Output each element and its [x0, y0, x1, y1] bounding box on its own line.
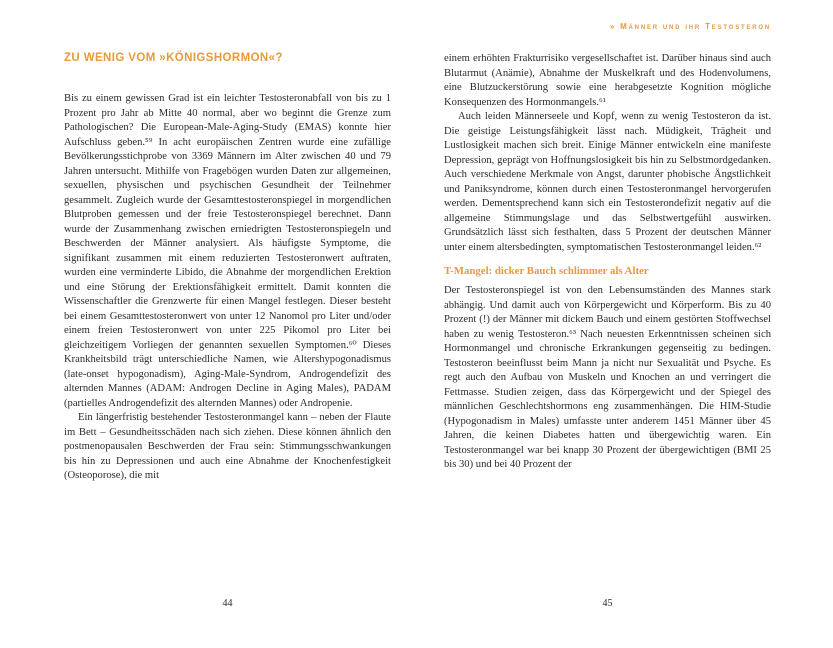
body-paragraph: Ein längerfristig bestehender Testosteronmangel kann – neben der Flaute im Bett – Gesundheitsschäden nach sich ziehen. Diese können ähnlich den postmenopausalen Beschwerden der Frau sein: Stimmungsschwankungen bis hin zu Depressionen und auch eine Abnahme der Knochenfestigkeit (Osteoporose), die mit — [64, 412, 391, 481]
body-paragraph: Auch leiden Männerseele und Kopf, wenn zu wenig Testosteron da ist. Die geistige Leistungsfähigkeit lässt nach. Müdigkeit, Trägheit und Lustlosigkeit machen sich breit. Einige Männer entwickeln eine manifeste Depression, geprägt von Hoffnungslosigkeit bis hin zu Selbstmordgedanken. Auch verschiedene Merkmale von Angst, darunter phobische Ängstlichkeit und Paniksyndrome, können durch einen Testosteronmangel hervorgerufen werden. Dementsprechend kann sich ein Testosterondefizit negativ auf die allgemeine Stimmungslage und das Selbstwertgefühl auswirken. Grundsätzlich lässt sich festhalten, dass 5 Prozent der deutschen Männer unter einem altersbedingten, symptomatischen Testosteronmangel leiden.⁶² — [444, 111, 771, 253]
running-header: » Männer und ihr Testosteron — [609, 22, 771, 31]
page-left — [64, 52, 391, 627]
section-heading: ZU WENIG VOM »KÖNIGSHORMON«? — [64, 52, 283, 64]
page-number-right: 45 — [602, 598, 613, 609]
body-paragraph: Der Testosteronspiegel ist von den Lebensumständen des Mannes stark abhängig. Und damit auch von Körpergewicht und Körperform. Bis zu 40 Prozent (!) der Männer mit dickem Bauch und einem gestörten Stoffwechsel haben zu wenig Testosteron.⁶³ Nach neuesten Erkenntnissen scheinen sich Hormonmangel und chronische Erkrankungen gegenseitig zu bedingen. Testosteron beeinflusst beim Mann ja nicht nur Sexualität und Psyche. Es regt auch den Aufbau von Muskeln und Knochen an und verringert die Fettmasse. Studien zeigen, dass das Körpergewicht und der Spiegel des männlichen Geschlechtshormons eng zusammenhängen. Die HIM-Studie (Hypogonadism in Males) umfasste unter anderem 1451 Männer über 45 Jahren, die keinen Diabetes hatten und übergewichtig waren. Ein Testosteronmangel war bei knapp 30 Prozent der übergewichtigen (BMI 25 bis 30) und bei 40 Prozent der — [444, 285, 771, 470]
subsection-heading: T-Mangel: dicker Bauch schlimmer als Alter — [444, 265, 649, 277]
body-paragraph: Bis zu einem gewissen Grad ist ein leichter Testosteronabfall von bis zu 1 Prozent pro Jahr ab Mitte 40 normal, aber wo beginnt die Grenze zum Pathologischen? Die European-Male-Aging-Study (EMAS) konnte hier Aufschluss geben.⁵⁹ In acht europäischen Zentren wurde eine zufällige Bevölkerungsstichprobe von 3369 Männern im Alter zwischen 40 und 79 Jahren untersucht. Mithilfe von Fragebögen wurden Daten zur allgemeinen, sexuellen, physischen und psychischen Gesundheit der Teilnehmer gesammelt. Zugleich wurde der Gesamttestosteronspiegel in morgendlichen Blutproben gemessen und der freie Testosteronspiegel berechnet. Dann wurde der Zusammenhang zwischen erniedrigten Testosteronspiegeln und Beschwerden der Männer analysiert. Als häufigste Symptome, die signifikant zusammen mit einem reduzierten Testosteronwert auftraten, wurden eine verminderte Libido, die Abnahme der morgendlichen Erektion und eine Störung der Erektionsfähigkeit ermittelt. Damit konnten die Wissenschaftler die Grenzwerte für einen Mangel festlegen. Dieser besteht bei einem Gesamttestosteronwert von unter 12 Nanomol pro Liter und/oder einem freien Testosteronwert von unter 225 Pikomol pro Liter bei gleichzeitigem Vorliegen der genannten sexuellen Symptomen.⁶⁰ Dieses Krankheitsbild trägt unterschiedliche Namen, wie Altershypogonadismus (late-onset hypogonadism), Aging-Male-Syndrom, Androgendefizit des alternden Mannes (ADAM: Androgen Decline in Aging Males), PADAM (partielles Androgendefizit des alternden Mannes) oder Andropenie. — [64, 93, 391, 409]
page-number-left: 44 — [222, 598, 233, 609]
body-paragraph: einem erhöhten Frakturrisiko vergesellschaftet ist. Darüber hinaus sind auch Blutarmut (Anämie), Abnahme der Muskelkraft und des Hodenvolumens, eine Blutzuckerstörung sowie eine herabgesetzte Kognition mögliche Konsequenzen des Hormonmangels.⁶¹ — [444, 53, 771, 108]
page-right — [444, 52, 771, 627]
